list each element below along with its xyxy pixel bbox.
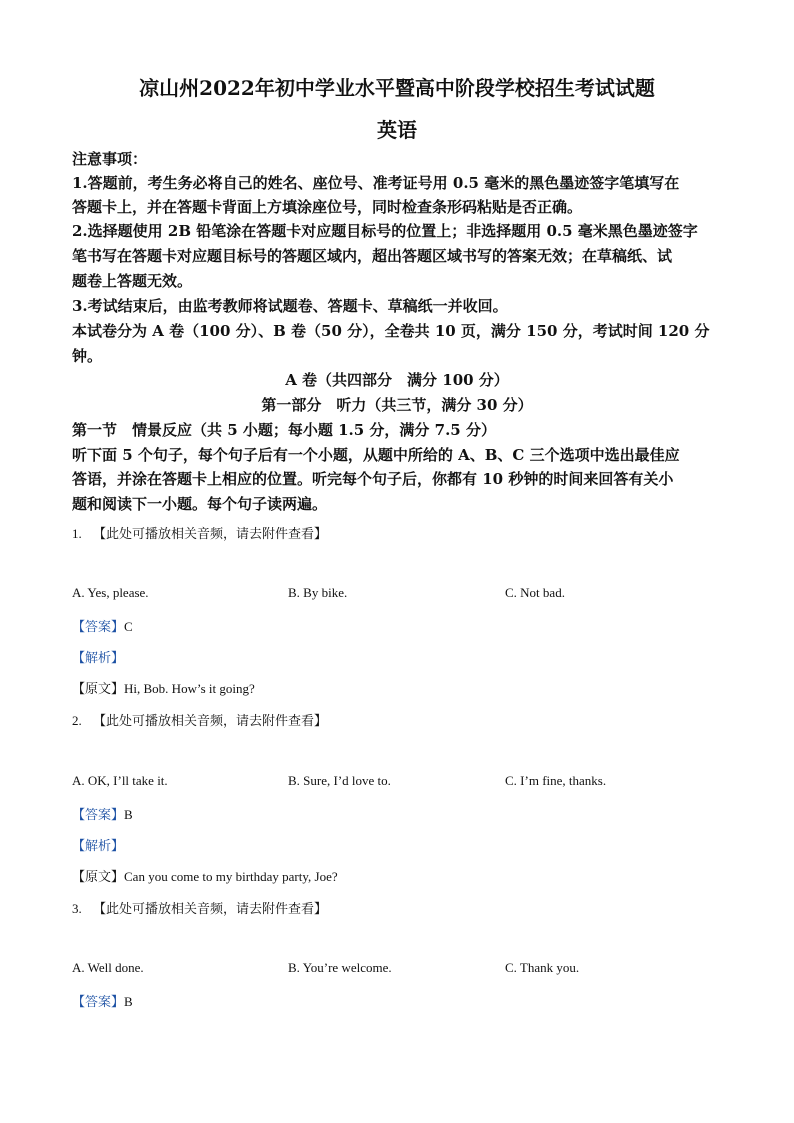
- option-c: C. Thank you.: [505, 960, 580, 975]
- answer-tag: 【答案】: [72, 994, 125, 1009]
- answer-line: [72, 804, 133, 823]
- audio-link[interactable]: 【此处可播放相关音频，请去附件查看】: [93, 526, 328, 541]
- answer-value: B: [124, 807, 133, 822]
- source-line: [72, 866, 338, 885]
- source-tag: 【原文】: [72, 869, 125, 884]
- notice-line: 3.考试结束后，由监考教师将试题卷、答题卡、草稿纸一并收回。: [72, 297, 508, 315]
- notice-line: 笔书写在答题卡对应题目标号的答题区域内，超出答题区域书写的答案无效；在草稿纸、试: [72, 247, 673, 265]
- notice-line: 2.选择题使用 2B 铅笔涂在答题卡对应题目标号的位置上；非选择题用 0.5 毫米黑色墨迹签字: [72, 222, 698, 240]
- question-number: 3.: [72, 901, 82, 916]
- subject-title: 英语: [377, 118, 417, 142]
- notice-heading: 注意事项：: [72, 150, 148, 168]
- question-1: [72, 523, 327, 542]
- instruction-line: 听下面 5 个句子，每个句子后有一个小题，从题中所给的 A、B、C 三个选项中选出最佳应: [72, 446, 680, 464]
- section-one-heading: 第一节 情景反应（共 5 小题；每小题 1.5 分，满分 7.5 分）: [72, 421, 496, 439]
- option-b: B. Sure, I’d love to.: [288, 773, 391, 788]
- option-a: A. OK, I’ll take it.: [72, 773, 168, 788]
- source-line: [72, 678, 255, 697]
- question-2: [72, 710, 327, 729]
- answer-line: [72, 616, 133, 635]
- audio-link[interactable]: 【此处可播放相关音频，请去附件查看】: [93, 713, 328, 728]
- instruction-line: 题和阅读下一小题。每个句子读两遍。: [72, 495, 328, 513]
- answer-tag: 【答案】: [72, 807, 125, 822]
- paper-a-heading: A 卷（共四部分 满分 100 分）: [285, 371, 509, 389]
- source-tag: 【原文】: [72, 681, 125, 696]
- audio-link[interactable]: 【此处可播放相关音频，请去附件查看】: [93, 901, 328, 916]
- option-a: A. Well done.: [72, 960, 144, 975]
- notice-line: 本试卷分为 A 卷（100 分）、B 卷（50 分），全卷共 10 页，满分 150 分，考试时间 120 分: [72, 322, 710, 340]
- analysis-line: [72, 835, 124, 854]
- notice-line: 钟。: [72, 347, 103, 365]
- question-number: 1.: [72, 526, 82, 541]
- option-a: A. Yes, please.: [72, 585, 149, 600]
- part-one-heading: 第一部分 听力（共三节，满分 30 分）: [261, 396, 533, 414]
- notice-line: 题卷上答题无效。: [72, 272, 193, 290]
- answer-value: C: [124, 619, 133, 634]
- option-c: C. I’m fine, thanks.: [505, 773, 607, 788]
- exam-title: 凉山州2022年初中学业水平暨高中阶段学校招生考试试题: [139, 76, 655, 100]
- analysis-tag: 【解析】: [72, 650, 125, 665]
- answer-line: [72, 991, 133, 1010]
- question-3: [72, 898, 327, 917]
- notice-line: 1.答题前，考生务必将自己的姓名、座位号、准考证号用 0.5 毫米的黑色墨迹签字笔填写在: [72, 174, 680, 192]
- option-c: C. Not bad.: [505, 585, 565, 600]
- option-b: B. By bike.: [288, 585, 348, 600]
- analysis-line: [72, 647, 124, 666]
- analysis-tag: 【解析】: [72, 838, 125, 853]
- notice-line: 答题卡上，并在答题卡背面上方填涂座位号，同时检查条形码粘贴是否正确。: [72, 198, 583, 216]
- answer-value: B: [124, 994, 133, 1009]
- source-text: Hi, Bob. How’s it going?: [124, 681, 255, 696]
- option-b: B. You’re welcome.: [288, 960, 392, 975]
- question-number: 2.: [72, 713, 82, 728]
- instruction-line: 答语，并涂在答题卡上相应的位置。听完每个句子后，你都有 10 秒钟的时间来回答有关小: [72, 470, 674, 488]
- answer-tag: 【答案】: [72, 619, 125, 634]
- source-text: Can you come to my birthday party, Joe?: [124, 869, 338, 884]
